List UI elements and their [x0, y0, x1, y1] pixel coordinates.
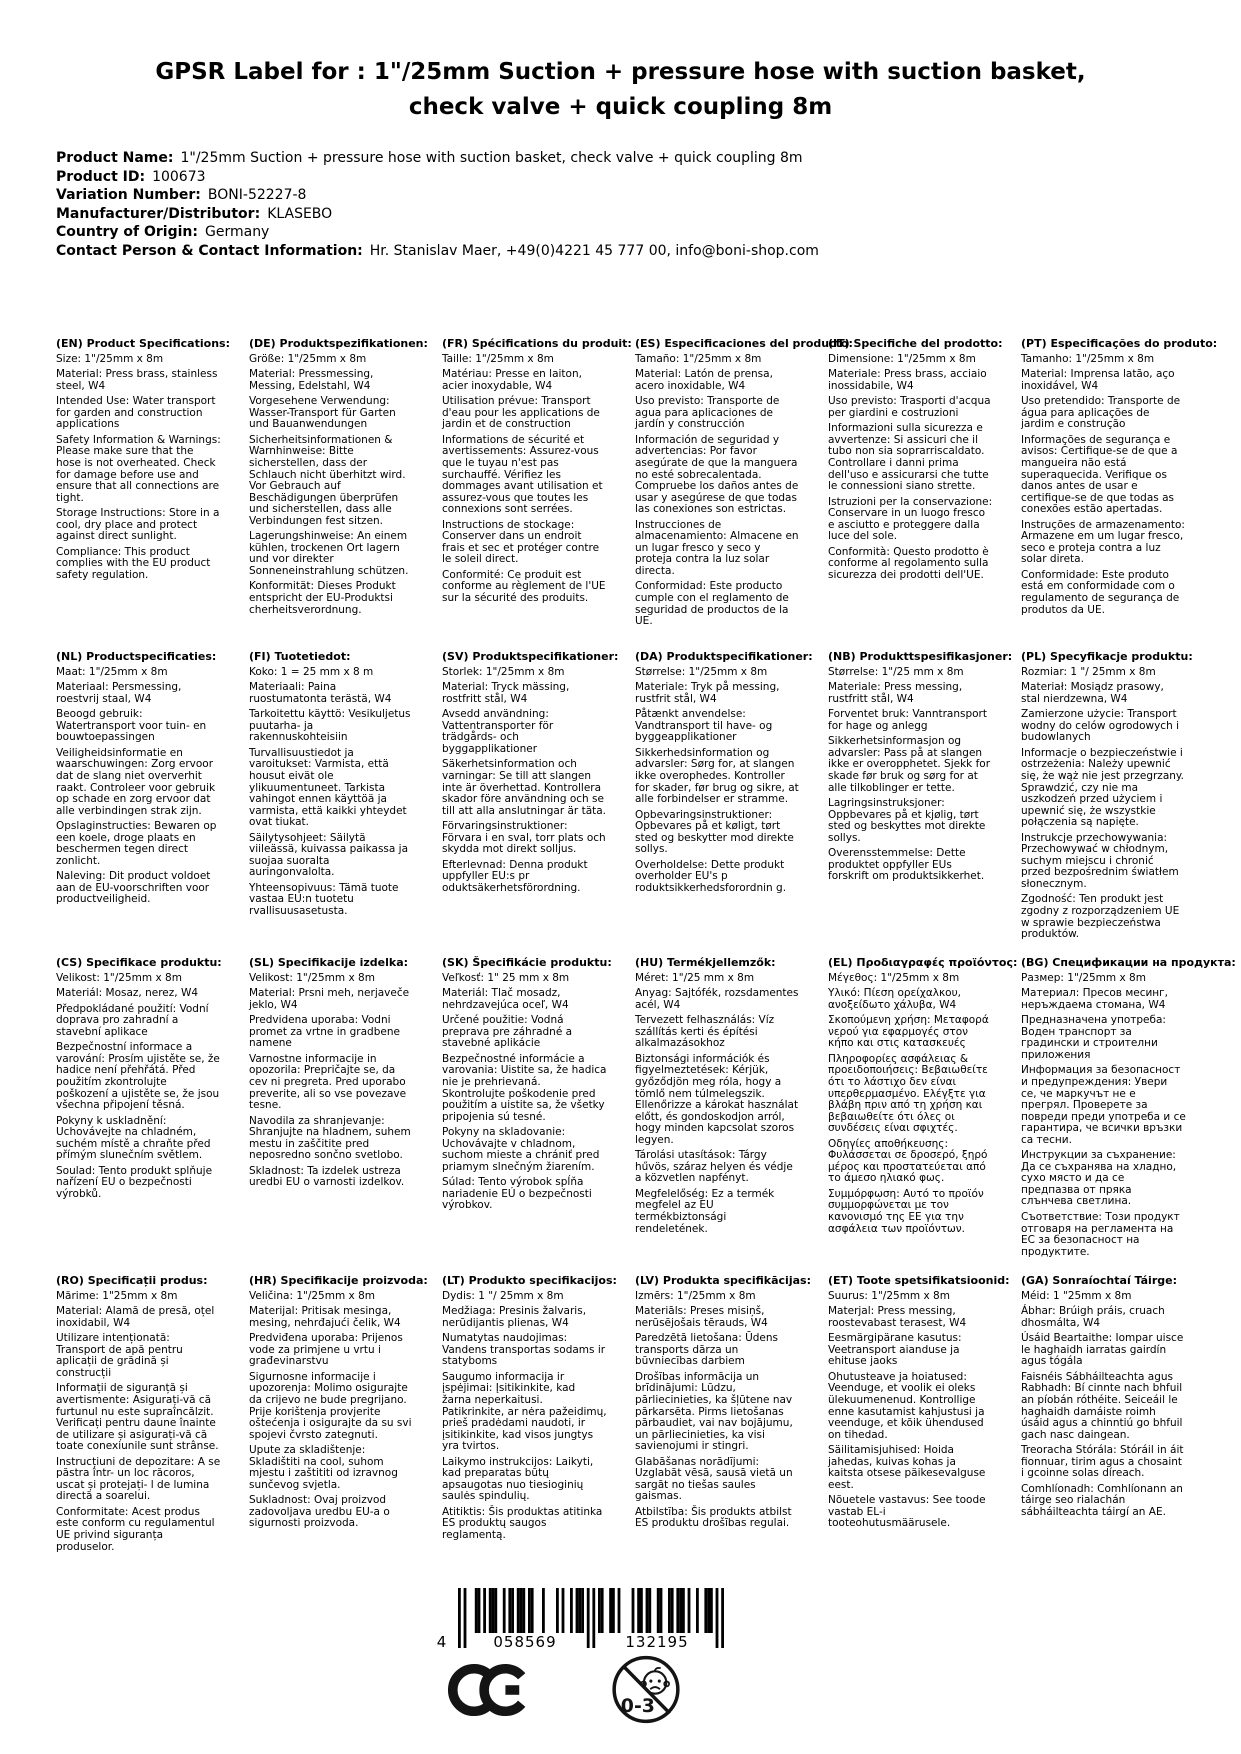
spec-paragraph: Mărime: 1"25mm x 8m — [56, 1289, 178, 1302]
spec-paragraph: Turvallisuustiedot ja varoitukset: Varmista, että housut eivät ole ylikuumentuneet. Tarkista vahingot ennen käyttöä ja varmista, että kaikki yhteydet ovat tiukat. — [249, 746, 407, 829]
spec-block-title: (FI) Tuotetiedot: — [249, 650, 351, 663]
spec-paragraph: Lagringsinstruksjoner: Oppbevares på et kjølig, tørt sted og beskyttes mot direkte sollys. — [828, 797, 986, 844]
spec-block — [249, 337, 428, 651]
spec-paragraph: Veiligheidsinformatie en waarschuwingen: Zorg ervoor dat de slang niet oververhit raakt. Controleer voor gebruik op schade en zorg ervoor dat alle verbindingen strak zijn. — [56, 746, 216, 817]
spec-block — [828, 956, 1018, 1275]
spec-paragraph: Instrucciones de almacenamiento: Almacene en un lugar fresco y seco y proteja contra la luz solar directa. — [635, 518, 799, 577]
ean-barcode — [436, 1588, 724, 1652]
spec-paragraph: Tervezett felhasználás: Víz szállítás kerti és építési alkalmazásokhoz — [635, 1014, 775, 1050]
spec-paragraph: Material: Pressmessing, Messing, Edelstahl, W4 — [249, 368, 374, 392]
spec-block-body — [635, 354, 800, 628]
spec-paragraph: Dydis: 1 "/ 25mm x 8m — [442, 1289, 564, 1302]
spec-paragraph: Información de seguridad y advertencias: Por favor asegúrate de que la manguera no esté sobrecalentada. Compruebe los daños antes de usar y asegúrese de que todas las conexiones son estrictas. — [635, 433, 799, 516]
spec-block-body — [249, 1291, 414, 1530]
spec-block-body — [828, 667, 993, 883]
spec-block-title: (LT) Produkto specifikacijos: — [442, 1274, 617, 1287]
spec-paragraph: Zgodność: Ten produkt jest zgodny z rozporządzeniem UE w sprawie bezpieczeństwa produktów. — [1021, 893, 1180, 941]
spec-paragraph: Tárolási utasítások: Tárgy hűvös, száraz helyen és védje a közvetlen napfényt. — [635, 1149, 793, 1185]
spec-block-body — [442, 973, 607, 1212]
product-id-value: 100673 — [152, 168, 206, 185]
spec-block-title: (BG) Спецификации на продукта: — [1021, 956, 1236, 969]
spec-block-body — [828, 1291, 993, 1530]
spec-block — [442, 956, 612, 1275]
spec-paragraph: Material: Prsni meh, nerjaveče jeklo, W4 — [249, 987, 410, 1011]
spec-paragraph: Tamanho: 1"/25mm x 8m — [1021, 352, 1155, 365]
spec-paragraph: Bezpečnostní informace a varování: Prosím ujistěte se, že hadice není přehřátá. Před použitím zkontrolujte poškození a ujistěte se, že jsou všechna připojení těsná. — [56, 1041, 220, 1112]
spec-paragraph: Materiale: Press brass, acciaio inossidabile, W4 — [828, 368, 987, 392]
spec-paragraph: Overensstemmelse: Dette produktet oppfyller EUs forskrift om produktsikkerhet. — [828, 847, 985, 883]
spec-block-body — [249, 667, 414, 918]
product-info — [56, 149, 819, 260]
country-of-origin-label: Country of Origin: — [56, 224, 198, 240]
contact-label: Contact Person & Contact Information: — [56, 242, 363, 259]
spec-paragraph: Sikkerhetsinformasjon og advarsler: Pass på at slangen ikke er overopphetet. Sjekk for skade før bruk og sørg for at alle tilkoblinger er tette. — [828, 735, 991, 794]
spec-paragraph: Uso previsto: Trasporti d'acqua per giardini e costruzioni — [828, 395, 991, 419]
spec-paragraph: Material: Tryck mässing, rostfritt stål, W4 — [442, 681, 570, 705]
spec-block-body — [1021, 973, 1186, 1259]
spec-block-title: (LV) Produkta specifikācijas: — [635, 1274, 811, 1287]
spec-paragraph: Instrucțiuni de depozitare: A se păstra într- un loc răcoros, uscat și protejați- l de lumina directă a soarelui. — [56, 1455, 221, 1503]
spec-block-title: (SL) Specifikacije izdelka: — [249, 956, 409, 969]
spec-block-title: (NB) Produkttspesifikasjoner: — [828, 650, 1013, 663]
spec-paragraph: Méret: 1"/25 mm x 8m — [635, 971, 755, 984]
product-name-row — [56, 149, 819, 168]
spec-paragraph: Pokyny na skladovanie: Uchovávajte v chladnom, suchom mieste a chrániť pred priamym slnečným žiarením. — [442, 1126, 600, 1173]
spec-paragraph: Conformité: Ce produit est conforme au règlement de l'UE sur la sécurité des produits. — [442, 568, 606, 605]
spec-paragraph: Safety Information & Warnings: Please make sure that the hose is not overheated. Check for damage before use and ensure that all connections are tight. — [56, 433, 221, 504]
spec-block-body — [56, 1291, 221, 1553]
spec-block — [56, 651, 221, 957]
spec-block-body — [442, 667, 607, 895]
spec-block-body — [442, 354, 607, 605]
spec-paragraph: Informații de siguranță și avertismente: Asigurați-vă că furtunul nu este supraîncălzit. Verificați pentru daune înainte de utilizare și asigurați-vă că toate conexiunile sunt strânse. — [56, 1382, 219, 1453]
spec-paragraph: Материал: Пресов месинг, неръждаема стомана, W4 — [1021, 987, 1169, 1011]
spec-block — [1021, 1275, 1186, 1557]
page-title: GPSR Label for : 1"/25mm Suction + pressure hose with suction basket, check valve + quick coupling 8m — [155, 59, 1086, 120]
spec-paragraph: Предназначена употреба: Воден транспорт за градински и строителни приложения — [1021, 1014, 1166, 1061]
spec-paragraph: Material: Press brass, stainless steel, W4 — [56, 368, 218, 392]
spec-block-title: (ES) Especificaciones del producto: — [635, 337, 853, 350]
spec-paragraph: Atitiktis: Šis produktas atitinka ES produktų saugos reglamentą. — [442, 1505, 603, 1542]
spec-paragraph: Paredzētā lietošana: Ūdens transports dārza un būvniecības darbiem — [635, 1332, 779, 1368]
spec-block-body — [828, 354, 993, 582]
spec-block — [56, 1275, 221, 1557]
spec-paragraph: Avsedd användning: Vattentransporter för trädgårds- och byggapplikationer — [442, 708, 554, 755]
spec-paragraph: Varnostne informacije in opozorila: Prepričajte se, da cev ni pregreta. Pred uporabo preverite, ali so vse povezave tesne. — [249, 1052, 407, 1112]
spec-paragraph: Instructions de stockage: Conserver dans un endroit frais et sec et protéger contre le soleil direct. — [442, 518, 600, 566]
spec-paragraph: Μέγεθος: 1"/25mm x 8m — [828, 971, 960, 984]
spec-block — [635, 650, 813, 957]
spec-paragraph: Materiaal: Persmessing, roestvrij staal, W4 — [56, 681, 182, 705]
spec-paragraph: Material: Alamă de presă, oțel inoxidabil, W4 — [56, 1305, 215, 1329]
spec-block-body — [635, 973, 800, 1235]
spec-paragraph: Conformidade: Este produto está em conformidade com o regulamento de segurança de produtos da UE. — [1021, 568, 1180, 616]
manufacturer-value: KLASEBO — [267, 205, 333, 222]
contact-row — [56, 242, 819, 261]
variation-number-label: Variation Number: — [56, 187, 201, 203]
spec-block-title: (EN) Product Specifications: — [56, 337, 230, 350]
spec-paragraph: Předpokládané použití: Vodní doprava pro zahradní a stavební aplikace — [56, 1002, 209, 1038]
spec-block-title: (EL) Προδιαγραφές προϊόντος: — [828, 956, 1018, 969]
spec-block — [56, 337, 230, 651]
country-of-origin-value: Germany — [205, 224, 270, 240]
spec-paragraph: Maat: 1"/25mm x 8m — [56, 665, 168, 678]
spec-block-body — [828, 973, 993, 1235]
product-name-label: Product Name: — [56, 150, 174, 166]
product-id-label: Product ID: — [56, 168, 146, 185]
spec-block-body — [442, 1291, 607, 1542]
spec-block — [442, 1274, 617, 1557]
spec-paragraph: Méid: 1 "25mm x 8m — [1021, 1289, 1132, 1302]
spec-paragraph: Megfelelőség: Ez a termék megfelel az EU termékbiztonsági rendeletének. — [635, 1187, 775, 1235]
spec-block — [635, 337, 853, 651]
spec-paragraph: Materjal: Press messing, roostevabast terasest, W4 — [828, 1305, 967, 1329]
spec-paragraph: Intended Use: Water transport for garden and construction applications — [56, 395, 216, 431]
spec-paragraph: Veličina: 1"/25mm x 8m — [249, 1289, 375, 1302]
spec-block-body — [249, 354, 414, 616]
spec-paragraph: Bezpečnostné informácie a varovania: Uistite sa, že hadica nie je prehrievaná. Skontrolujte poškodenie pred použitím a uistite sa, že všetky pripojenia sú tesné. — [442, 1052, 607, 1123]
spec-block-title: (DA) Produktspecifikationer: — [635, 650, 813, 663]
spec-block-title: (HU) Termékjellemzők: — [635, 956, 776, 969]
spec-paragraph: Tarkoitettu käyttö: Vesikuljetus puutarha- ja rakennuskohteisiin — [249, 708, 411, 744]
spec-paragraph: Størrelse: 1"/25 mm x 8m — [828, 665, 964, 678]
spec-paragraph: Súlad: Tento výrobok spĺňa nariadenie EÚ o bezpečnosti výrobkov. — [442, 1176, 592, 1212]
spec-block-title: (NL) Productspecificaties: — [56, 650, 217, 663]
spec-paragraph: Size: 1"/25mm x 8m — [56, 352, 164, 365]
spec-block-body — [1021, 354, 1186, 616]
spec-paragraph: Taille: 1"/25mm x 8m — [442, 352, 554, 365]
spec-block-body — [249, 973, 414, 1189]
spec-paragraph: Informazioni sulla sicurezza e avvertenze: Si assicuri che il tubo non sia soprarriscaldato. Controllare i danni prima dell'uso e assicurarsi che tutte le connessioni siano strette. — [828, 422, 989, 493]
variation-number-row — [56, 186, 819, 205]
spec-paragraph: Glabāšanas norādījumi: Uzglabāt vēsā, sausā vietā un sargāt no tiešas saules gaismas. — [635, 1455, 793, 1503]
spec-paragraph: Инструкции за съхранение: Да се съхранява на хладно, сухо място и да се предпазва от пряка слънчева светлина. — [1021, 1149, 1177, 1208]
spec-paragraph: Tamaño: 1"/25mm x 8m — [635, 352, 762, 365]
spec-block-body — [635, 1291, 800, 1530]
manufacturer-row — [56, 205, 819, 224]
spec-paragraph: Beoogd gebruik: Watertransport voor tuin- en bouwtoepassingen — [56, 708, 207, 744]
spec-block-title: (IT) Specifiche del prodotto: — [828, 337, 1003, 350]
spec-paragraph: Anyag: Sajtófék, rozsdamentes acél, W4 — [635, 987, 799, 1011]
spec-block-title: (DE) Produktspezifikationen: — [249, 337, 428, 350]
spec-paragraph: Konformität: Dieses Produkt entspricht der EU-Produktsi cherheitsverordnung. — [249, 580, 396, 616]
spec-paragraph: Størrelse: 1"/25mm x 8m — [635, 665, 768, 678]
spec-paragraph: Drošības informācija un brīdinājumi: Lūdzu, pārliecinieties, ka šļūtene nav pārkarsēta. Pirms lietošanas pārbaudiet, vai nav bojājumu, un pārliecinieties, ka visi savienojumi ir stingri. — [635, 1370, 793, 1453]
spec-paragraph: Biztonsági információk és figyelmeztetések: Kérjük, győződjön meg róla, hogy a tömlő nem túlmelegszik. Ellenőrizze a károkat használat előtt, és gondoskodjon arról, hogy minden kapcsolat szoros legyen. — [635, 1052, 799, 1146]
spec-paragraph: Sicherheitsinformationen & Warnhinweise: Bitte sicherstellen, dass der Schlauch nicht überhitzt wird. Vor Gebrauch auf Beschädigungen überprüfen und sicherstellen, dass alle Verbindungen fest sitzen. — [249, 433, 406, 527]
spec-paragraph: Medžiaga: Presinis žalvaris, nerūdijantis plienas, W4 — [442, 1305, 587, 1329]
spec-paragraph: Σκοπούμενη χρήση: Μεταφορά νερού για εφαρμογές στον κήπο και στις κατασκευές — [828, 1014, 989, 1050]
spec-paragraph: Zamierzone użycie: Transport wodny do celów ogrodowych i budowlanych — [1021, 708, 1179, 744]
spec-paragraph: Säilytysohjeet: Säilytä viileässä, kuivassa paikassa ja suojaa suoralta auringonvalolta. — [249, 831, 409, 879]
spec-paragraph: Säkerhetsinformation och varningar: Se till att slangen inte är överhettad. Kontrollera skador före användning och se till att alla anslutningar är täta. — [442, 758, 607, 817]
spec-block-title: (HR) Specifikacije proizvoda: — [249, 1274, 428, 1287]
spec-paragraph: Materiale: Tryk på messing, rustfrit stål, W4 — [635, 681, 780, 705]
product-id-row — [56, 168, 819, 187]
spec-block — [56, 957, 221, 1275]
spec-paragraph: Navodila za shranjevanje: Shranjujte na hladnem, suhem mestu in zaščitite pred neposredno sončno svetlobo. — [249, 1114, 411, 1162]
spec-paragraph: Förvaringsinstruktioner: Förvara i en sval, torr plats och skydda mot direkt solljus. — [442, 820, 606, 856]
spec-paragraph: Uso pretendido: Transporte de água para aplicações de jardim e construção — [1021, 395, 1181, 431]
spec-paragraph: Comhlíonadh: Comhlíonann an táirge seo rialachán sábháilteachta táirgí an AE. — [1021, 1482, 1183, 1518]
spec-paragraph: Conformitate: Acest produs este conform cu regulamentul UE privind siguranța produselor. — [56, 1505, 215, 1553]
spec-paragraph: Yhteensopivuus: Tämä tuote vastaa EU:n tuotetu rvallisuusasetusta. — [249, 881, 399, 918]
spec-block — [1021, 956, 1236, 1275]
spec-paragraph: Информация за безопасност и предупреждения: Увери се, че маркучът не е прегрял. Проверете за повреди преди употреба и се гарантира, че всички връзки са тесни. — [1021, 1064, 1186, 1146]
spec-block — [249, 957, 414, 1275]
spec-paragraph: Laikymo instrukcijos: Laikyti, kad preparatas būtų apsaugotas nuo tiesioginių saulės spindulių. — [442, 1455, 594, 1503]
spec-paragraph: Υλικό: Πίεση ορείχαλκου, ανοξείδωτο χάλυβα, W4 — [828, 987, 961, 1011]
variation-number-value: BONI-52227-8 — [207, 187, 307, 203]
spec-block — [1021, 337, 1218, 651]
spec-paragraph: Opbevaringsinstruktioner: Opbevares på et køligt, tørt sted og beskytter mod direkte sollys. — [635, 808, 794, 856]
spec-paragraph: Skladnost: Ta izdelek ustreza uredbi EU o varnosti izdelkov. — [249, 1164, 405, 1189]
spec-paragraph: Materiál: Tlač mosadz, nehrdzavejúca oceľ, W4 — [442, 987, 569, 1011]
spec-paragraph: Velikost: 1"/25mm x 8m — [249, 971, 375, 984]
age-warning-0-3-icon — [611, 1653, 681, 1726]
spec-block-body — [1021, 1291, 1186, 1519]
ce-mark-icon — [448, 1662, 532, 1718]
spec-block-title: (SK) Špecifikácie produktu: — [442, 956, 612, 969]
spec-paragraph: Suurus: 1"/25mm x 8m — [828, 1289, 950, 1302]
spec-paragraph: Informations de sécurité et avertissements: Assurez-vous que le tuyau n'est pas surchauffé. Vérifiez les dommages avant utilisation et assurez-vous que toutes les connexions sont serrées. — [442, 433, 603, 516]
spec-block-title: (GA) Sonraíochtaí Táirge: — [1021, 1274, 1177, 1287]
spec-block-title: (RO) Specificații produs: — [56, 1274, 208, 1287]
spec-paragraph: Размер: 1"/25mm x 8m — [1021, 971, 1146, 984]
spec-block-title: (SV) Produktspecifikationer: — [442, 650, 619, 663]
spec-paragraph: Sigurnosne informacije i upozorenja: Molimo osigurajte da crijevo ne bude pregrijano. Prije korištenja provjerite oštećenja i osigurajte da su svi spojevi čvrsto zategnuti. — [249, 1370, 412, 1441]
spec-paragraph: Predvidena uporaba: Vodni promet za vrtne in gradbene namene — [249, 1014, 400, 1050]
spec-paragraph: Conformità: Questo prodotto è conforme al regolamento sulla sicurezza dei prodotti dell'UE. — [828, 545, 989, 581]
spec-block — [249, 1274, 428, 1557]
spec-paragraph: Pokyny k uskladnění: Uchovávejte na chladném, suchém místě a chraňte před přímým slunečním světlem. — [56, 1114, 211, 1162]
spec-block-body — [56, 973, 221, 1201]
spec-block-body — [635, 667, 800, 895]
spec-paragraph: Faisnéis Sábháilteachta agus Rabhadh: Bí cinnte nach bhfuil an píobán róthéite. Seiceáil le haghaidh damáiste roimh úsáid agus a chinntiú go bhfuil gach nasc daingean. — [1021, 1370, 1183, 1441]
spec-paragraph: Soulad: Tento produkt splňuje nařízení EU o bezpečnosti výrobků. — [56, 1164, 213, 1200]
spec-paragraph: Säilitamisjuhised: Hoida jahedas, kuivas kohas ja kaitsta otsese päikesevalguse eest. — [828, 1444, 986, 1491]
spec-paragraph: Veľkosť: 1" 25 mm x 8m — [442, 971, 570, 984]
spec-paragraph: Οδηγίες αποθήκευσης: Φυλάσσεται σε δροσερό, ξηρό μέρος και προστατεύεται από το άμεσο ηλιακό φως. — [828, 1137, 988, 1185]
spec-paragraph: Sikkerhedsinformation og advarsler: Sørg for, at slangen ikke overophedes. Kontroller for skader, før brug og sikre, at alle forbindelser er stramme. — [635, 746, 799, 806]
product-name-value: 1"/25mm Suction + pressure hose with suction basket, check valve + quick coupling 8m — [180, 150, 803, 166]
spec-paragraph: Sukladnost: Ovaj proizvod zadovoljava uredbu EU-a o sigurnosti proizvoda. — [249, 1494, 390, 1530]
spec-block-body — [1021, 667, 1186, 941]
spec-paragraph: Informacje o bezpieczeństwie i ostrzeżenia: Należy upewnić się, że wąż nie jest przegrzany. Sprawdzić, czy nie ma uszkodzeń przed użyciem i upewnić się, że wszystkie połączenia są napięte. — [1021, 746, 1184, 829]
spec-block-title: (ET) Toote spetsifikatsioonid: — [828, 1274, 1010, 1287]
spec-block-title: (FR) Spécifications du produit: — [442, 337, 632, 350]
spec-paragraph: Naleving: Dit product voldoet aan de EU-voorschriften voor productveiligheid. — [56, 870, 211, 906]
spec-block — [828, 1274, 1010, 1557]
spec-paragraph: Koko: 1 = 25 mm x 8 m — [249, 665, 374, 678]
spec-paragraph: Conformidad: Este producto cumple con el reglamento de seguridad de productos de la UE. — [635, 580, 789, 628]
spec-paragraph: Uso previsto: Transporte de agua para aplicaciones de jardín y construcción — [635, 395, 780, 431]
spec-block — [828, 337, 1003, 651]
spec-paragraph: Påtænkt anvendelse: Vandtransport til have- og byggeapplikationer — [635, 708, 773, 744]
spec-block-body — [56, 354, 221, 582]
spec-paragraph: Numatytas naudojimas: Vandens transportas sodams ir statyboms — [442, 1332, 606, 1368]
spec-paragraph: Συμμόρφωση: Αυτό το προϊόν συμμορφώνεται με τον κανονισμό της ΕΕ για την ασφάλεια των προϊόντων. — [828, 1187, 984, 1235]
spec-block — [442, 650, 619, 957]
spec-paragraph: Material: Latón de prensa, acero inoxidable, W4 — [635, 368, 773, 392]
spec-paragraph: Materiaali: Paina ruostumatonta terästä, W4 — [249, 681, 392, 705]
spec-paragraph: Ábhar: Brúigh práis, cruach dhosmálta, W4 — [1021, 1305, 1165, 1329]
spec-paragraph: Storage Instructions: Store in a cool, dry place and protect against direct sunlight. — [56, 507, 220, 543]
spec-paragraph: Treoracha Stórála: Stóráil in áit fionnuar, tirim agus a chosaint i gcoinne solas díreach. — [1021, 1444, 1184, 1480]
spec-block — [1021, 650, 1193, 957]
spec-paragraph: Material: Imprensa latão, aço inoxidável, W4 — [1021, 368, 1175, 392]
spec-paragraph: Úsáid Beartaithe: Iompar uisce le haghaidh iarratas gairdín agus tógála — [1021, 1332, 1184, 1368]
spec-paragraph: Storlek: 1"/25mm x 8m — [442, 665, 565, 678]
ean-system-digit: 4 — [436, 1633, 448, 1651]
spec-block-title: (PT) Especificações do produto: — [1021, 337, 1218, 350]
spec-paragraph: Nõuetele vastavus: See toode vastab EL-i tooteohutusmäärusele. — [828, 1494, 986, 1530]
spec-block-title: (PL) Specyfikacje produktu: — [1021, 650, 1193, 663]
spec-paragraph: Upute za skladištenje: Skladištiti na cool, suhom mjestu i zaštititi od izravnog sunčevog svjetla. — [249, 1444, 398, 1491]
spec-paragraph: Určené použitie: Vodná preprava pre záhradné a stavebné aplikácie — [442, 1014, 573, 1050]
spec-paragraph: Izmērs: 1"/25mm x 8m — [635, 1289, 756, 1302]
spec-paragraph: Vorgesehene Verwendung: Wasser-Transport für Garten und Bauanwendungen — [249, 395, 396, 431]
spec-paragraph: Informações de segurança e avisos: Certifique-se de que a mangueira não está superaquecida. Verifique os danos antes de usar e certifique-se de que todas as conexões estão apertadas. — [1021, 433, 1178, 516]
spec-grid — [56, 337, 1236, 1557]
spec-paragraph: Overholdelse: Dette produkt overholder EU's p roduktsikkerhedsforordnin g. — [635, 858, 787, 894]
spec-paragraph: Opslaginstructies: Bewaren op een koele, droge plaats en beschermen tegen direct zonlicht. — [56, 820, 217, 867]
spec-paragraph: Rozmiar: 1 "/ 25mm x 8m — [1021, 665, 1156, 678]
spec-paragraph: Istruzioni per la conservazione: Conservare in un luogo fresco e asciutto e proteggere dalla luce del sole. — [828, 495, 993, 543]
spec-paragraph: Materijal: Pritisak mesinga, mesing, nehrđajući čelik, W4 — [249, 1305, 401, 1329]
spec-paragraph: Materiál: Mosaz, nerez, W4 — [56, 987, 199, 1000]
spec-block — [828, 650, 1013, 957]
spec-paragraph: Eesmärgipärane kasutus: Veetransport aianduse ja ehituse jaoks — [828, 1332, 962, 1368]
spec-paragraph: Efterlevnad: Denna produkt uppfyller EU:s pr oduktsäkerhetsförordning. — [442, 858, 588, 894]
spec-paragraph: Πληροφορίες ασφάλειας & προειδοποιήσεις: Βεβαιωθείτε ότι το λάστιχο δεν είναι υπερθερμασμένο. Ελέγξτε για βλάβη πριν από τη χρήση και βεβαιωθείτε ότι όλες οι συνδέσεις είναι σφιχτές. — [828, 1052, 988, 1135]
spec-paragraph: Atbilstība: Šis produkts atbilst ES produktu drošības regulai. — [635, 1505, 792, 1530]
spec-block — [249, 651, 414, 957]
spec-paragraph: Matériau: Presse en laiton, acier inoxydable, W4 — [442, 368, 582, 392]
spec-paragraph: Größe: 1"/25mm x 8m — [249, 352, 367, 365]
spec-paragraph: Utilizare intenționată: Transport de apă pentru aplicații de grădină și construcții — [56, 1332, 183, 1379]
spec-paragraph: Съответствие: Този продукт отговаря на регламента на ЕС за безопасност на продуктите. — [1021, 1211, 1180, 1258]
contact-value: Hr. Stanislav Maer, +49(0)4221 45 777 00, info@boni-shop.com — [369, 242, 819, 259]
spec-paragraph: Materiał: Mosiądz prasowy, stal nierdzewna, W4 — [1021, 681, 1164, 705]
ean-left-digits: 058569 — [467, 1633, 583, 1651]
spec-paragraph: Velikost: 1"/25mm x 8m — [56, 971, 182, 984]
spec-paragraph: Utilisation prévue: Transport d'eau pour les applications de jardin et de construction — [442, 395, 600, 431]
age-warning-text: 0-3 — [620, 1694, 655, 1717]
spec-paragraph: Dimensione: 1"/25mm x 8m — [828, 352, 976, 365]
manufacturer-label: Manufacturer/Distributor: — [56, 205, 261, 222]
country-of-origin-row — [56, 223, 819, 242]
spec-paragraph: Materiale: Press messing, rustfritt stål, W4 — [828, 681, 963, 705]
spec-block-body — [56, 667, 221, 906]
spec-paragraph: Saugumo informacija ir įspėjimai: Įsitikinkite, kad žarna neperkaitusi. Patikrinkite, ar nėra pažeidimų, prieš pradėdami naudoti, ir įsitikinkite, kad visos jungtys yra tvirtos. — [442, 1370, 607, 1453]
spec-paragraph: Instruções de armazenamento: Armazene em um lugar fresco, seco e proteja contra a luz solar direta. — [1021, 518, 1185, 566]
spec-paragraph: Forventet bruk: Vanntransport for hage og anlegg — [828, 708, 987, 732]
spec-paragraph: Materiāls: Preses misiņš, nerūsējošais tērauds, W4 — [635, 1305, 768, 1329]
ean-right-digits: 132195 — [599, 1633, 715, 1651]
spec-paragraph: Lagerungshinweise: An einem kühlen, trockenen Ort lagern und vor direkter Sonneneinstrahlung schützen. — [249, 530, 409, 577]
spec-block — [635, 1274, 811, 1557]
spec-paragraph: Predviđena uporaba: Prijenos vode za primjene u vrtu i građevinarstvu — [249, 1332, 403, 1368]
spec-paragraph: Compliance: This product complies with the EU product safety regulation. — [56, 545, 211, 581]
spec-block — [442, 337, 632, 651]
spec-paragraph: Instrukcje przechowywania: Przechowywać w chłodnym, suchym miejscu i chronić przed bezpośrednim światłem słonecznym. — [1021, 831, 1179, 890]
spec-paragraph: Ohutusteave ja hoiatused: Veenduge, et voolik ei oleks ülekuumenenud. Kontrollige enne kasutamist kahjustusi ja veenduge, et kõik ühendused on tihedad. — [828, 1370, 985, 1441]
spec-block — [635, 957, 800, 1275]
spec-block-title: (CS) Specifikace produktu: — [56, 956, 222, 969]
